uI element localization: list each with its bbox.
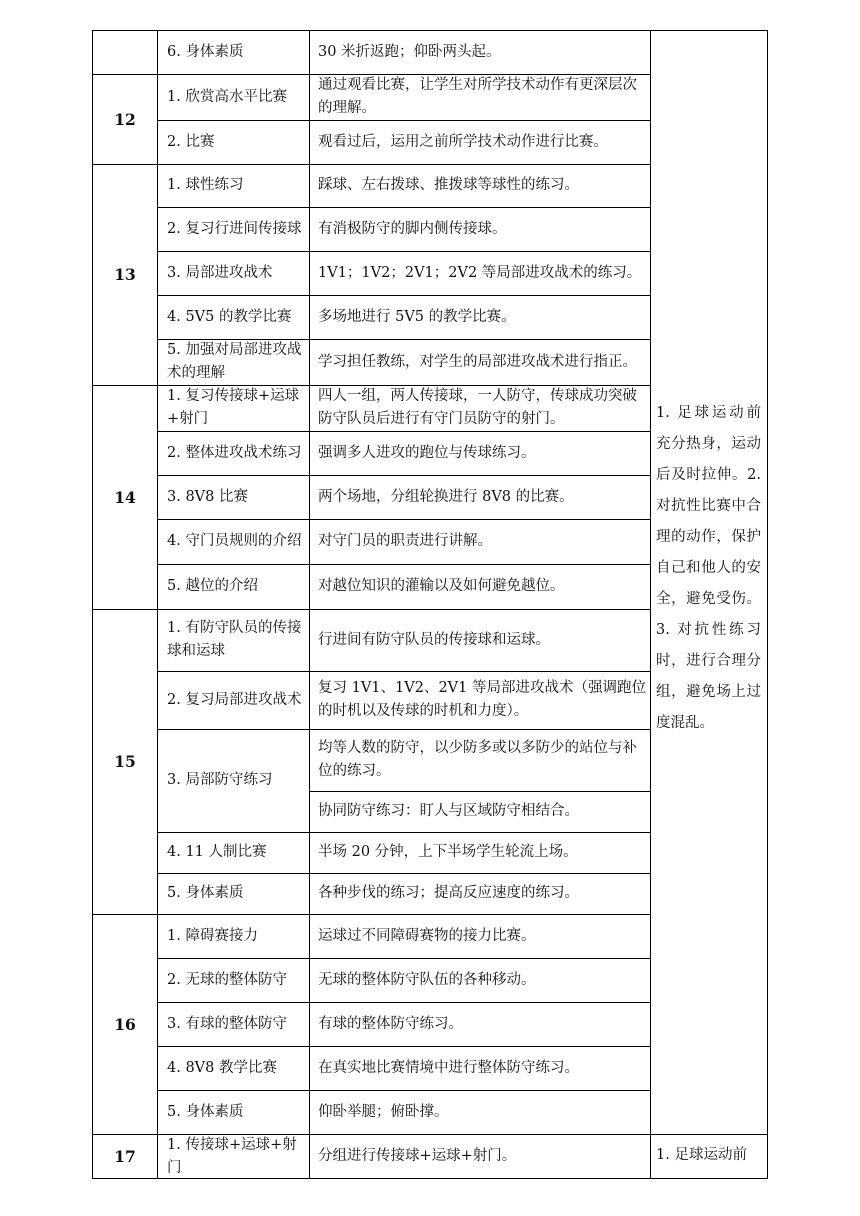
grid-line xyxy=(767,30,768,1179)
grid-line xyxy=(92,914,650,915)
desc-cell: 两个场地，分组轮换进行 8V8 的比赛。 xyxy=(318,488,574,505)
grid-line xyxy=(157,120,650,121)
content-cell: 5. 加强对局部进攻战术的理解 xyxy=(167,342,302,381)
grid-line xyxy=(157,564,650,565)
content-cell: 5. 越位的介绍 xyxy=(167,578,258,594)
week-number: 14 xyxy=(114,487,136,507)
desc-cell: 有消极防守的脚内侧传接球。 xyxy=(318,220,507,237)
content-cell: 3. 局部防守练习 xyxy=(167,772,273,788)
desc-cell: 有球的整体防守练习。 xyxy=(318,1015,463,1032)
week-number: 13 xyxy=(114,265,136,284)
content-cell: 1. 障碍赛接力 xyxy=(167,927,258,944)
desc-cell: 在真实地比赛情境中进行整体防守练习。 xyxy=(318,1059,579,1076)
grid-line xyxy=(157,339,650,340)
grid-line xyxy=(157,519,650,520)
content-cell: 3. 8V8 比赛 xyxy=(167,488,248,505)
desc-cell: 运球过不同障碍赛物的接力比赛。 xyxy=(318,927,536,944)
desc-cell: 观看过后，运用之前所学技术动作进行比赛。 xyxy=(318,133,608,150)
grid-line xyxy=(157,475,650,476)
desc-cell: 复习 1V1、1V2、2V1 等局部进攻战术（强调跑位的时机以及传球的时机和力度）。 xyxy=(318,680,646,719)
safety-notes: 1. 足球运动前 xyxy=(656,1147,747,1163)
grid-line xyxy=(92,385,650,386)
content-cell: 6. 身体素质 xyxy=(167,43,244,60)
content-cell: 5. 身体素质 xyxy=(167,885,244,901)
desc-cell: 均等人数的防守，以少防多或以多防少的站位与补位的练习。 xyxy=(318,740,637,779)
week-number: 16 xyxy=(114,1014,136,1034)
desc-cell: 通过观看比赛，让学生对所学技术动作有更深层次的理解。 xyxy=(318,77,637,116)
grid-line xyxy=(157,251,650,252)
desc-cell: 半场 20 分钟，上下半场学生轮流上场。 xyxy=(318,844,578,860)
content-cell: 1. 复习传接球+运球+射门 xyxy=(167,388,300,427)
grid-line xyxy=(157,729,650,730)
week-number: 15 xyxy=(114,752,136,771)
desc-cell: 仰卧举腿；俯卧撑。 xyxy=(318,1103,449,1120)
grid-line xyxy=(157,1002,650,1003)
week-number: 17 xyxy=(114,1147,136,1166)
desc-cell: 四人一组，两人传接球，一人防守，传球成功突破防守队员后进行有守门员防守的射门。 xyxy=(318,388,637,427)
grid-line xyxy=(309,791,650,792)
desc-cell: 无球的整体防守队伍的各种移动。 xyxy=(318,971,536,988)
desc-cell: 踩球、左右拨球、推拨球等球性的练习。 xyxy=(318,177,579,193)
grid-line xyxy=(157,671,650,672)
content-cell: 2. 无球的整体防守 xyxy=(167,971,287,988)
desc-cell: 1V1；1V2；2V1；2V2 等局部进攻战术的练习。 xyxy=(318,264,642,281)
desc-cell: 多场地进行 5V5 的教学比赛。 xyxy=(318,308,516,325)
content-cell: 4. 11 人制比赛 xyxy=(167,844,267,860)
desc-cell: 对守门员的职责进行讲解。 xyxy=(318,533,492,549)
grid-line xyxy=(157,207,650,208)
grid-line xyxy=(157,30,158,1179)
grid-line xyxy=(92,609,650,610)
content-cell: 2. 整体进攻战术练习 xyxy=(167,444,302,461)
grid-line xyxy=(92,30,93,1179)
content-cell: 4. 5V5 的教学比赛 xyxy=(167,308,292,325)
grid-line xyxy=(309,30,310,1179)
grid-line xyxy=(157,295,650,296)
grid-line xyxy=(157,958,650,959)
grid-line xyxy=(157,873,650,874)
grid-line xyxy=(92,30,768,31)
desc-cell: 对越位知识的灌输以及如何避免越位。 xyxy=(318,578,565,594)
desc-cell: 行进间有防守队员的传接球和运球。 xyxy=(318,631,550,648)
content-cell: 3. 有球的整体防守 xyxy=(167,1015,287,1032)
safety-notes: 1. 足球运动前充分热身，运动后及时拉伸。2. 对抗性比赛中合理的动作，保护自己和他人的安全，避免受伤。3. 对抗性练习时，进行合理分组，避免场上过度混乱。 xyxy=(656,405,761,731)
desc-cell: 强调多人进攻的跑位与传球练习。 xyxy=(318,444,536,461)
content-cell: 1. 有防守队员的传接球和运球 xyxy=(167,620,302,659)
desc-cell: 分组进行传接球+运球+射门。 xyxy=(318,1148,517,1164)
grid-line xyxy=(157,1046,650,1047)
grid-line xyxy=(157,431,650,432)
content-cell: 4. 守门员规则的介绍 xyxy=(167,533,302,549)
grid-line xyxy=(92,1178,768,1179)
desc-cell: 协同防守练习：盯人与区域防守相结合。 xyxy=(318,803,579,819)
desc-cell: 学习担任教练，对学生的局部进攻战术进行指正。 xyxy=(318,353,637,370)
desc-cell: 30 米折返跑；仰卧两头起。 xyxy=(318,43,501,60)
content-cell: 1. 球性练习 xyxy=(167,177,244,193)
content-cell: 1. 欣赏高水平比赛 xyxy=(167,88,287,105)
content-cell: 4. 8V8 教学比赛 xyxy=(167,1059,277,1076)
grid-line xyxy=(92,74,650,75)
content-cell: 2. 比赛 xyxy=(167,133,215,150)
grid-line xyxy=(92,1134,768,1135)
content-cell: 5. 身体素质 xyxy=(167,1103,244,1120)
content-cell: 3. 局部进攻战术 xyxy=(167,264,273,281)
content-cell: 1. 传接球+运球+射门 xyxy=(167,1136,297,1176)
content-cell: 2. 复习行进间传接球 xyxy=(167,220,302,237)
grid-line xyxy=(157,1090,650,1091)
grid-line xyxy=(650,30,651,1179)
week-number: 12 xyxy=(114,109,136,129)
desc-cell: 各种步伐的练习；提高反应速度的练习。 xyxy=(318,885,579,901)
content-cell: 2. 复习局部进攻战术 xyxy=(167,691,302,708)
grid-line xyxy=(157,832,650,833)
grid-line xyxy=(92,164,650,165)
